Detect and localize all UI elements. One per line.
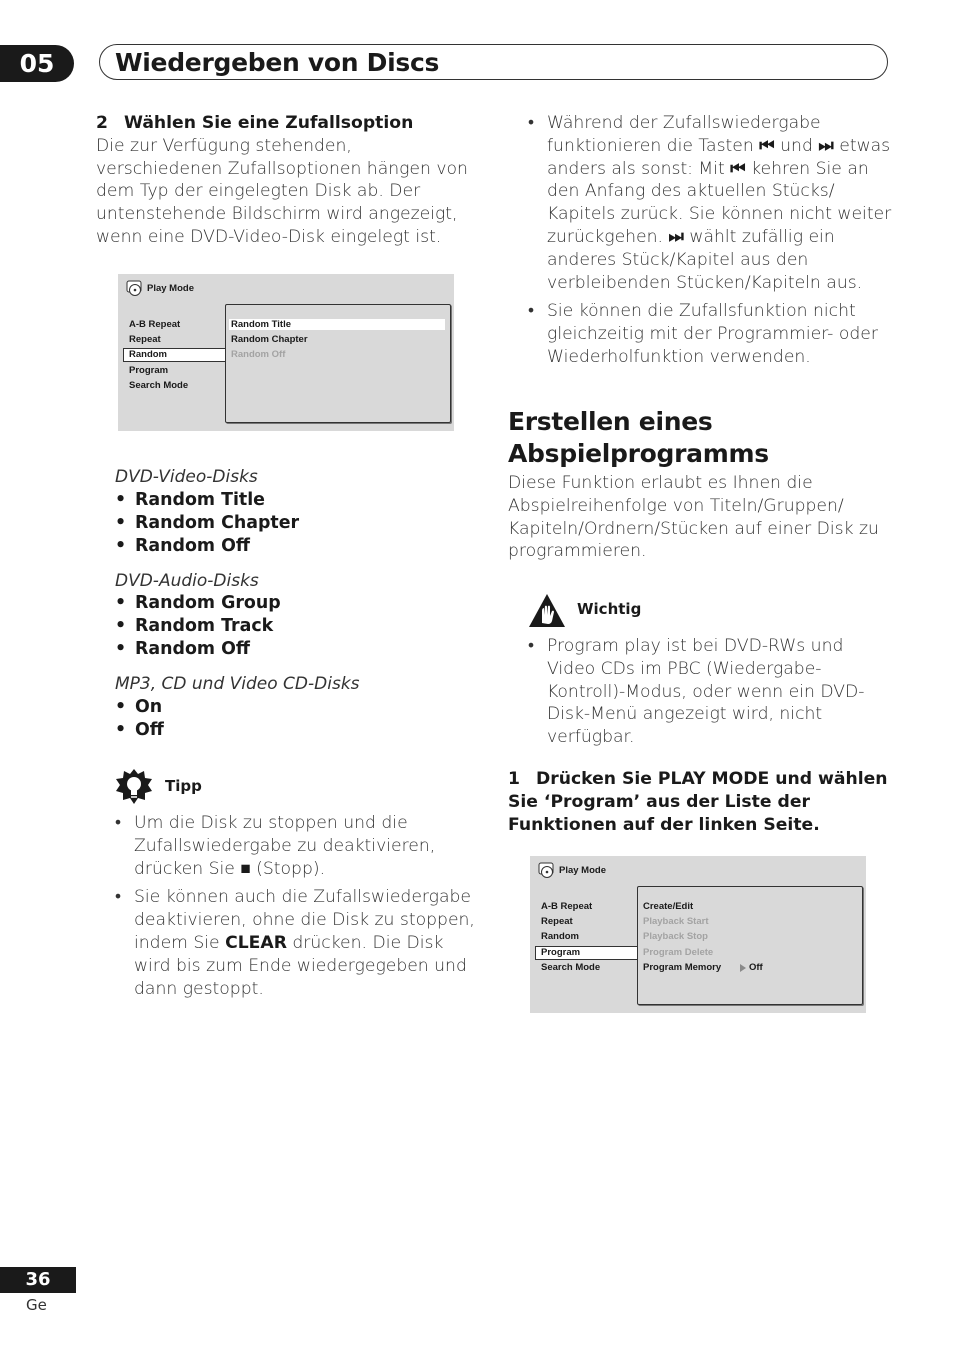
list-item: • Random Track — [115, 615, 475, 638]
step-1 — [508, 768, 893, 836]
menu-item-ab-repeat[interactable]: A-B Repeat — [129, 319, 181, 330]
menu-item-repeat[interactable]: Repeat — [129, 334, 161, 345]
menu-item-program[interactable]: Program — [541, 947, 581, 958]
program-memory-value[interactable]: Off — [749, 962, 763, 973]
note-1-part-1: Während der Zufallswiedergabe funktionieren die Tasten — [547, 113, 821, 156]
arrow-right-icon — [739, 963, 747, 973]
menu-item-random[interactable]: Random — [541, 931, 579, 942]
list-item — [528, 112, 894, 294]
note-1-part-4: kehren Sie an den Anfang des aktuellen Stücks/ Kapitels zurück. Sie können nicht weiter zurückgehen. — [547, 158, 892, 247]
important-warning-icon — [528, 593, 566, 629]
section-heading — [508, 406, 908, 470]
tip-1-text: Um die Disk zu stoppen und die Zufallswiedergabe zu deaktivieren, drücken Sie — [134, 813, 436, 879]
clear-button-label: CLEAR — [225, 932, 287, 953]
play-mode-screen-random — [118, 274, 454, 431]
disc-icon — [538, 862, 555, 879]
screen-title: Play Mode — [559, 865, 606, 876]
list-item — [115, 886, 475, 1000]
language-code: Ge — [26, 1296, 47, 1314]
group-list-dvd-video — [115, 489, 475, 558]
submenu-random-title[interactable]: Random Title — [231, 319, 291, 330]
note-1-part-5: wählt zufällig ein anderes Stück/Kapitel aus den verbleibenden Stücken/Kapiteln aus. — [547, 226, 863, 293]
next-track-icon: ⏭ — [668, 226, 684, 247]
list-item — [115, 812, 475, 880]
list-item: • Random Title — [115, 489, 475, 512]
page-number: 36 — [0, 1267, 76, 1293]
step-1-heading: Drücken Sie PLAY MODE und wählen Sie ‘Program’ aus der Liste der Funktionen auf der linken Seite. — [508, 769, 888, 835]
list-item: • Off — [115, 719, 475, 742]
submenu-program-memory[interactable]: Program Memory — [643, 962, 722, 973]
menu-item-program[interactable]: Program — [129, 365, 169, 376]
submenu-program-delete[interactable]: Program Delete — [643, 947, 714, 958]
menu-item-random[interactable]: Random — [129, 349, 167, 360]
step-2 — [96, 112, 481, 249]
option-groups — [115, 466, 475, 742]
menu-item-ab-repeat[interactable]: A-B Repeat — [541, 901, 593, 912]
tip-2-text: Sie können auch die Zufallswiedergabe deaktivieren, ohne die Disk zu stoppen, indem Sie — [134, 887, 475, 953]
submenu-random-chapter[interactable]: Random Chapter — [231, 334, 308, 345]
tip-1-text-end: (Stopp). — [250, 858, 326, 879]
menu-item-search-mode[interactable]: Search Mode — [541, 962, 601, 973]
list-item: • On — [115, 696, 475, 719]
section-body: Diese Funktion erlaubt es Ihnen die Abspielreihenfolge von Titeln/Gruppen/ Kapiteln/Ordnern/Stücken auf einer Disk zu programmieren. — [508, 473, 879, 562]
next-track-icon: ⏭ — [818, 135, 834, 156]
list-item: • Program play ist bei DVD-RWs und Video CDs im PBC (Wiedergabe-Kontroll)-Modus, oder wenn ein DVD-Disk-Menü angezeigt wird, nicht verfügbar. — [528, 635, 888, 749]
tip-2-text-end: drücken. Die Disk wird bis zum Ende wiedergegeben und dann gestoppt. — [134, 932, 467, 999]
menu-item-repeat[interactable]: Repeat — [541, 916, 573, 927]
list-item: • Random Chapter — [115, 512, 475, 535]
group-list-dvd-audio — [115, 592, 475, 661]
random-notes-list — [528, 112, 894, 375]
section-heading-line-1: Erstellen eines — [508, 407, 713, 436]
chapter-title: Wiedergeben von Discs — [115, 48, 440, 77]
group-label-dvd-audio: DVD-Audio-Disks — [115, 570, 259, 591]
important-list — [528, 635, 888, 755]
step-2-number: 2 — [96, 113, 108, 133]
tip-list — [115, 812, 475, 1006]
disc-icon — [126, 280, 143, 297]
important-label: Wichtig — [577, 600, 642, 618]
step-1-number: 1 — [508, 769, 520, 789]
prev-track-icon: ⏮ — [730, 158, 746, 179]
list-item: • Random Group — [115, 592, 475, 615]
prev-track-icon: ⏮ — [759, 135, 775, 156]
group-label-mp3-cd: MP3, CD und Video CD-Disks — [115, 674, 360, 695]
chapter-number: 05 — [0, 45, 74, 82]
group-list-mp3-cd — [115, 696, 475, 742]
screen-title: Play Mode — [147, 283, 194, 294]
step-2-heading: Wählen Sie eine Zufallsoption — [123, 113, 414, 133]
list-item: • Random Off — [115, 535, 475, 558]
submenu-create-edit[interactable]: Create/Edit — [643, 901, 694, 912]
tip-lightbulb-icon — [115, 768, 153, 806]
section-heading-line-2: Abspielprogramms — [508, 439, 769, 468]
stop-symbol-icon: ■ — [240, 858, 251, 879]
submenu-playback-stop[interactable]: Playback Stop — [643, 931, 708, 942]
menu-item-search-mode[interactable]: Search Mode — [129, 380, 189, 391]
submenu-random-off[interactable]: Random Off — [231, 349, 286, 360]
step-2-body: Die zur Verfügung stehenden, verschiedenen Zufallsoptionen hängen von dem Typ der eingelegten Disk ab. Der untenstehende Bildschirm wird angezeigt, wenn eine DVD-Video-Disk eingelegt ist. — [96, 135, 468, 247]
list-item: • Random Off — [115, 638, 475, 661]
note-1-part-2: und — [774, 135, 819, 156]
list-item: • Sie können die Zufallsfunktion nicht gleichzeitig mit der Programmier- oder Wiederholfunktion verwenden. — [528, 300, 894, 368]
note-1-part-3: etwas anders als sonst: Mit — [547, 135, 891, 179]
submenu-playback-start[interactable]: Playback Start — [643, 916, 709, 927]
group-label-dvd-video: DVD-Video-Disks — [115, 467, 258, 487]
tip-label: Tipp — [165, 777, 202, 795]
play-mode-screen-program — [530, 856, 866, 1013]
